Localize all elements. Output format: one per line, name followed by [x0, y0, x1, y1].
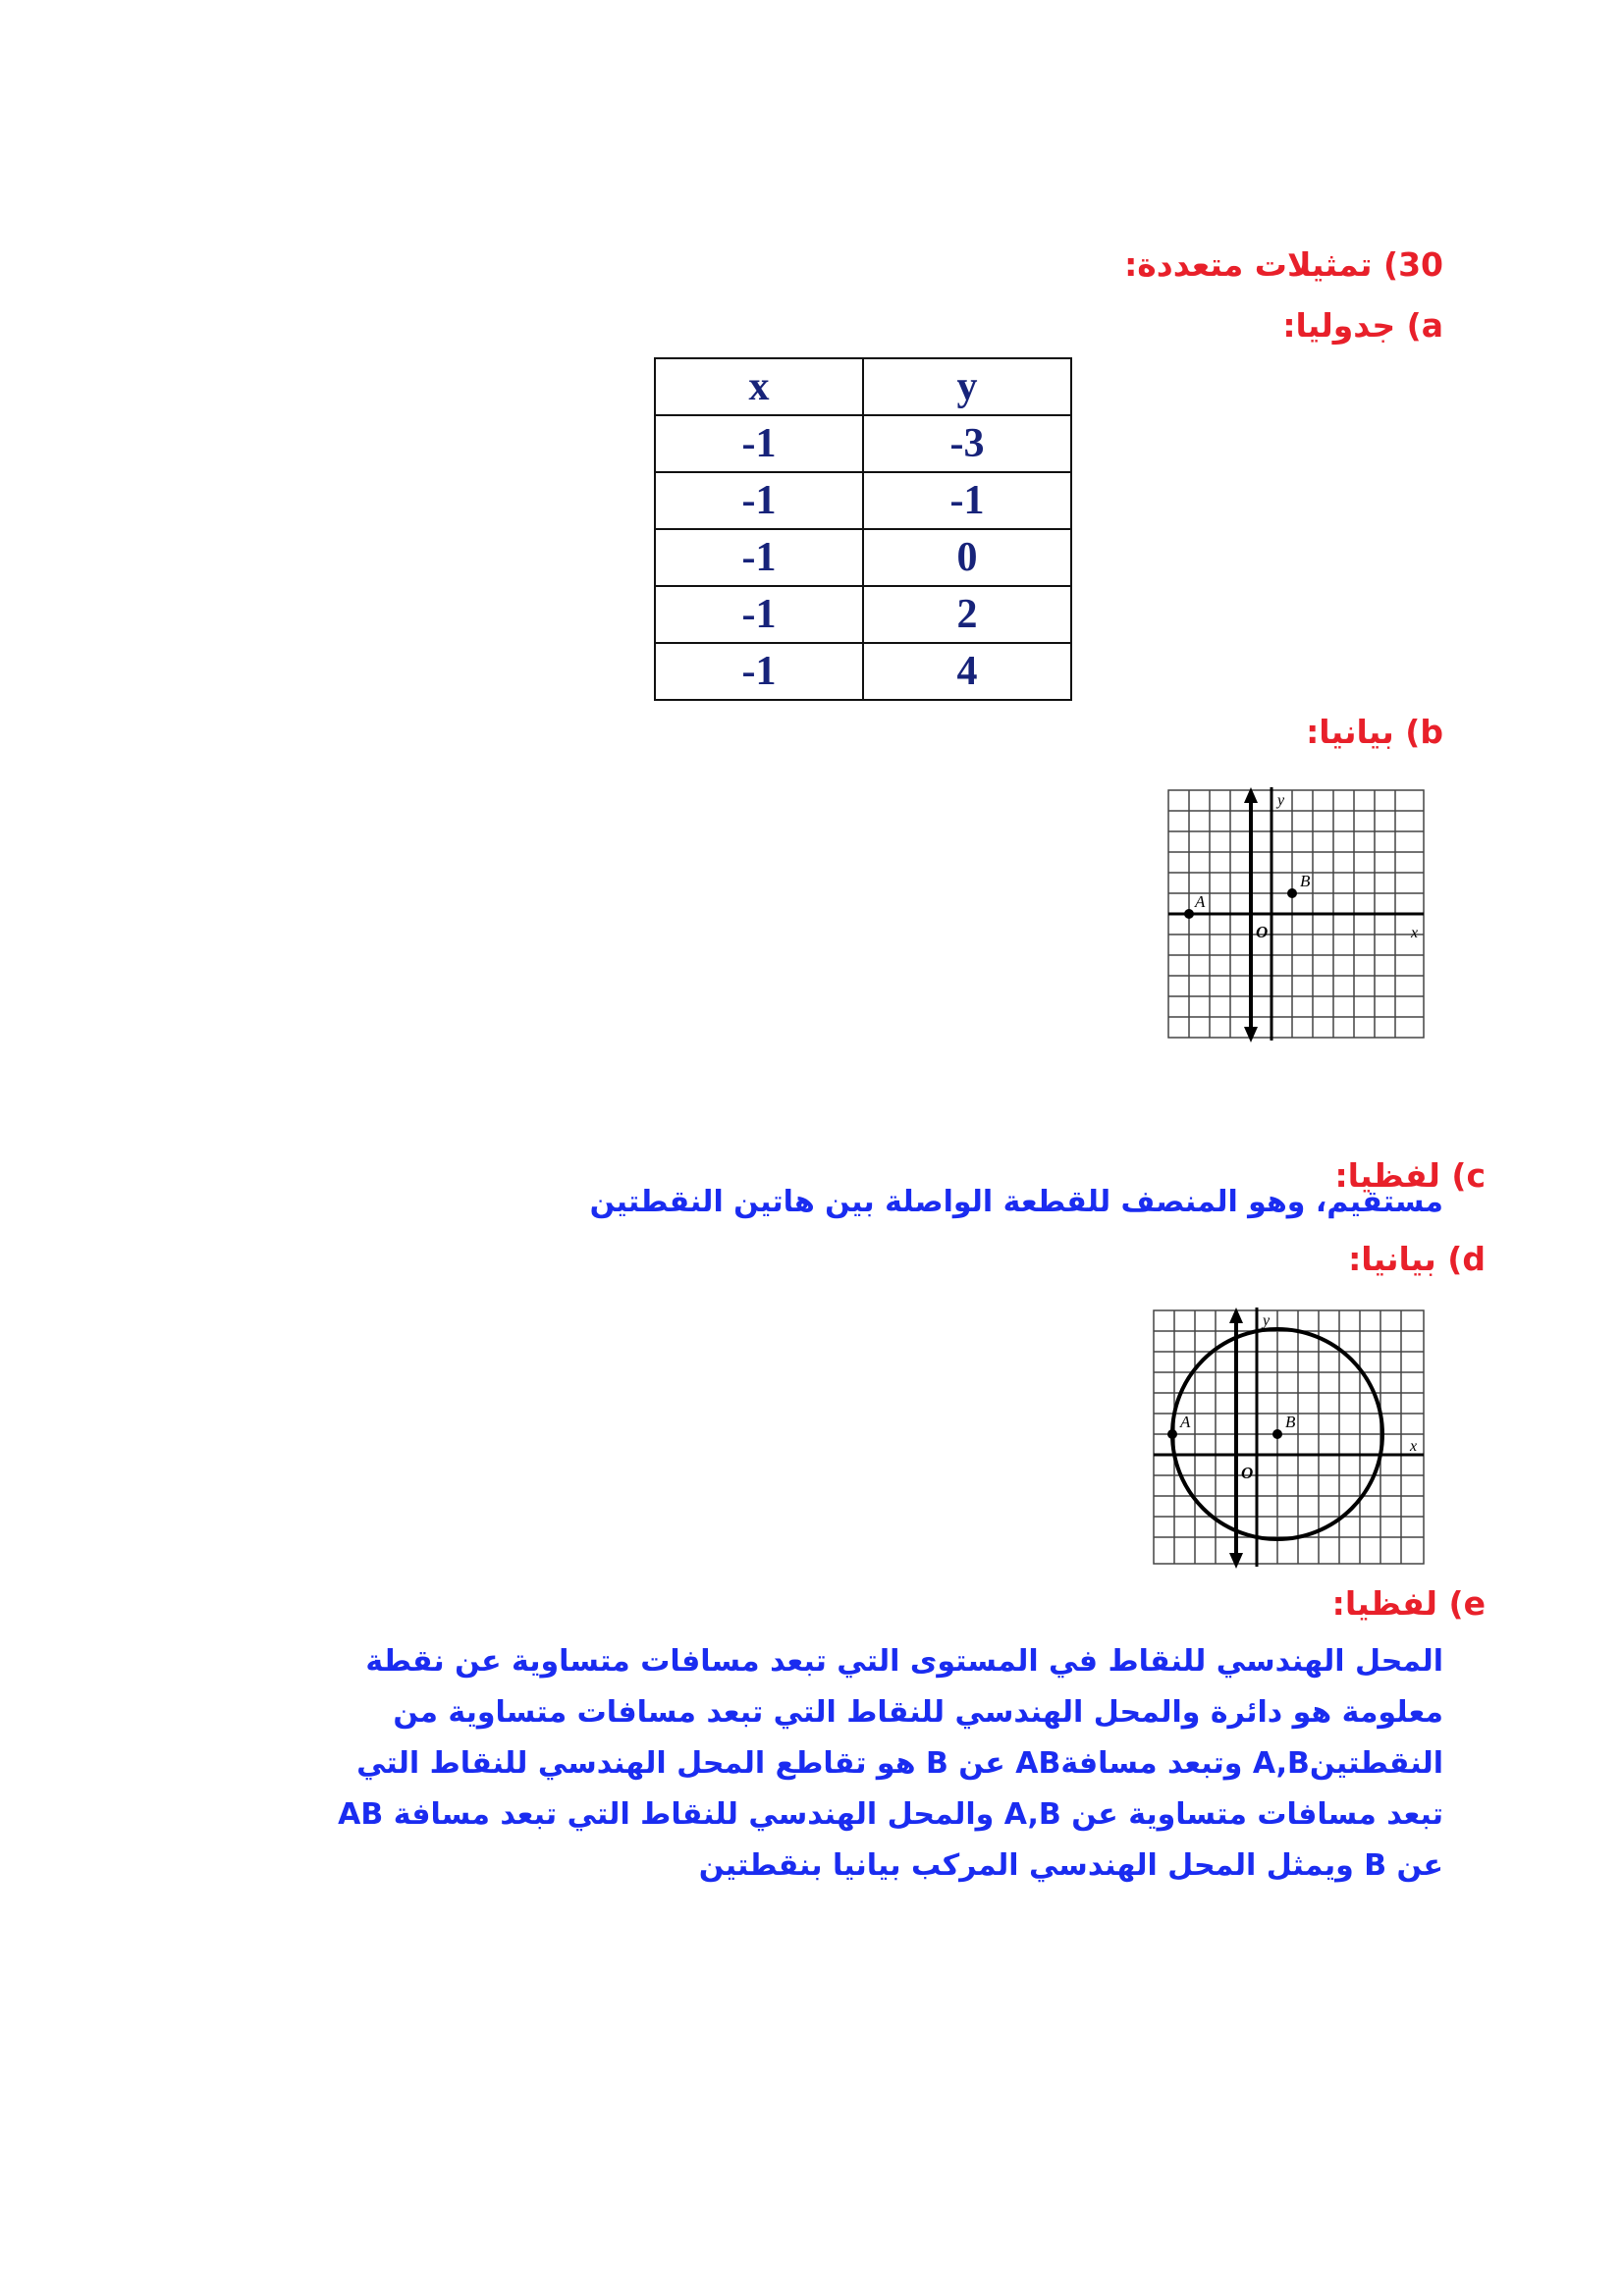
part-e-answer: [167, 1636, 1443, 1892]
table-cell: -1: [863, 472, 1071, 529]
graph-d-label-b: B: [1285, 1413, 1296, 1431]
graph-d-arrow-down-icon: [1229, 1553, 1243, 1569]
graph-d-point-b: [1272, 1429, 1282, 1439]
part-e-line: المحل الهندسي للنقاط في المستوى التي تبعد مسافات متساوية عن نقطة: [365, 1644, 1443, 1679]
table-cell: -3: [863, 415, 1071, 472]
part-e-line: تبعد مسافات متساوية عن A,B والمحل الهندسي للنقاط التي تبعد مسافة AB: [338, 1797, 1443, 1832]
graph-b-point-b: [1287, 888, 1297, 898]
table-row: [655, 643, 1071, 700]
table-cell: 0: [863, 529, 1071, 586]
table-cell: -1: [655, 643, 863, 700]
table-cell: 4: [863, 643, 1071, 700]
graph-b-label-y: y: [1277, 792, 1285, 809]
table-row: [655, 472, 1071, 529]
graph-d-point-a: [1167, 1429, 1177, 1439]
table-cell: -1: [655, 472, 863, 529]
table-cell: -1: [655, 529, 863, 586]
xy-table: [654, 357, 1072, 701]
graph-d-label-x: x: [1410, 1438, 1418, 1455]
table-cell: 2: [863, 586, 1071, 643]
part-d-letter: d): [1447, 1240, 1486, 1278]
graph-b: [1163, 785, 1429, 1045]
graph-b-label-b: B: [1300, 872, 1311, 890]
table-row: [655, 529, 1071, 586]
part-e-label: [1332, 1584, 1486, 1623]
part-c-letter: c): [1451, 1156, 1486, 1195]
part-e-line: عن B ويمثل المحل الهندسي المركب بيانيا بنقطتين: [698, 1848, 1443, 1883]
part-b-text: بيانيا:: [1306, 713, 1394, 751]
part-e-line: معلومة هو دائرة والمحل الهندسي للنقاط التي تبعد مسافات متساوية من: [393, 1695, 1443, 1730]
part-e-text: لفظيا:: [1331, 1584, 1438, 1623]
graph-b-label-a: A: [1195, 892, 1206, 911]
table-row: [655, 415, 1071, 472]
table-header-x: x: [655, 358, 863, 415]
part-e-letter: e): [1448, 1584, 1486, 1623]
table-header-y: y: [863, 358, 1071, 415]
part-c-answer: مستقيم، وهو المنصف للقطعة الواصلة بين هاتين النقطتين: [589, 1185, 1443, 1219]
graph-b-point-a: [1184, 909, 1194, 919]
part-e-line: النقطتينA,B وتبعد مسافةAB عن B هو تقاطع المحل الهندسي للنقاط التي: [356, 1746, 1443, 1781]
problem-number: 30): [1382, 245, 1443, 284]
graph-b-arrow-down-icon: [1244, 1027, 1258, 1042]
problem-title: تمثيلات متعددة:: [1124, 245, 1373, 284]
part-b-letter: b): [1405, 713, 1443, 751]
part-a-label: [1282, 306, 1443, 345]
part-b-label: [1306, 713, 1443, 751]
part-d-text: بيانيا:: [1348, 1240, 1436, 1278]
table-row: [655, 586, 1071, 643]
part-a-text: جدوليا:: [1282, 306, 1396, 345]
graph-d-label-origin: O: [1241, 1464, 1254, 1482]
graph-d-label-a: A: [1180, 1413, 1191, 1431]
graph-b-label-origin: O: [1256, 923, 1269, 941]
problem-heading: [1124, 245, 1443, 284]
table-cell: -1: [655, 415, 863, 472]
part-c-text: لفظيا:: [1334, 1156, 1440, 1195]
part-d-label: [1348, 1240, 1486, 1278]
graph-b-label-x: x: [1411, 925, 1419, 941]
part-a-letter: a): [1406, 306, 1443, 345]
table-cell: -1: [655, 586, 863, 643]
graph-d-label-y: y: [1263, 1312, 1271, 1329]
table-header-row: [655, 358, 1071, 415]
graph-d: [1149, 1306, 1434, 1571]
